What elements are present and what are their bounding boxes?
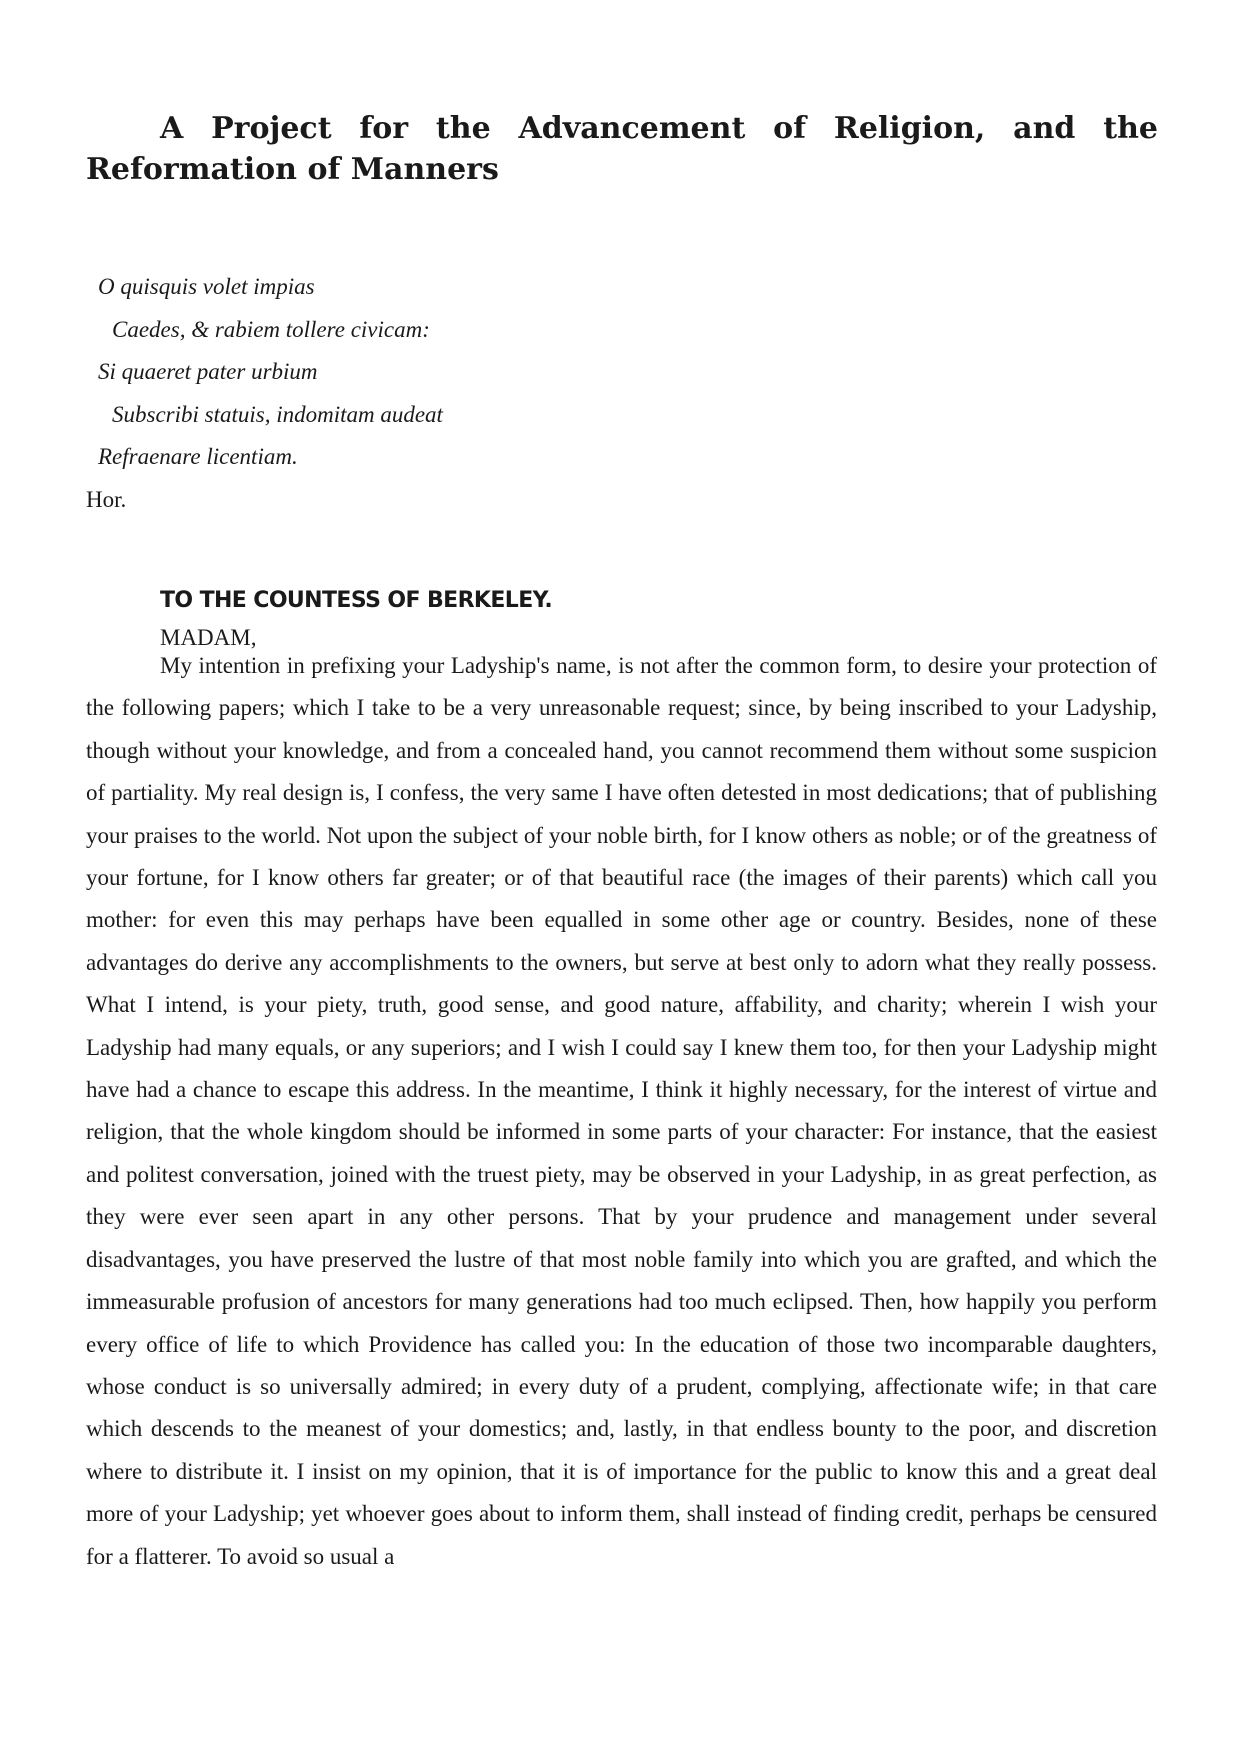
epigraph-line: Caedes, & rabiem tollere civicam: (112, 316, 430, 342)
salutation: MADAM, (160, 625, 257, 650)
epigraph-line: Refraenare licentiam. (98, 444, 298, 469)
dedication-body: My intention in prefixing your Ladyship's name, is not after the common form, to desire your protection of the following papers; which I take to be a very unreasonable request; since, by being inscribed to your Ladyship, though without your knowledge, and from a concealed hand, you cannot recommend them without some suspicion of partiality. My real design is, I confess, the very same I have often detested in most dedications; that of publishing your praises to the world. Not upon the subject of your noble birth, for I know others as noble; or of the greatness of your fortune, for I know others far greater; or of that beautiful race (the images of their parents) which call you mother: for even this may perhaps have been equalled in some other age or country. Besides, none of these advantages do derive any accomplishments to the owners, but serve at best only to adorn what they really possess. What I intend, is your piety, truth, good sense, and good nature, affability, and charity; wherein I wish your Ladyship had many equals, or any superiors; and I wish I could say I knew them too, for then your Ladyship might have had a chance to escape this address. In the meantime, I think it highly necessary, for the interest of virtue and religion, that the whole kingdom should be informed in some parts of your character: For instance, that the easiest and politest conversation, joined with the truest piety, may be observed in your Ladyship, in as great perfection, as they were ever seen apart in any other persons. That by your prudence and management under several disadvantages, you have preserved the lustre of that most noble family into which you are grafted, and which the immeasurable profusion of ancestors for many generations had too much eclipsed. Then, how happily you perform every office of life to which Providence has called you: In the education of those two incomparable daughters, whose conduct is so universally admired; in every duty of a prudent, complying, affectionate wife; in that care which descends to the meanest of your domestics; and, lastly, in that endless bounty to the poor, and discretion where to distribute it. I insist on my opinion, that it is of importance for the public to know this and a great deal more of your Ladyship; yet whoever goes about to inform them, shall instead of finding credit, perhaps be censured for a flatterer. To avoid so usual a (86, 653, 1157, 1569)
dedication-heading: TO THE COUNTESS OF BERKELEY. (160, 588, 553, 613)
epigraph-line: Si quaeret pater urbium (98, 359, 318, 384)
document-title: A Project for the Advancement of Religion, and the Reformation of Manners (86, 111, 1158, 187)
epigraph (98, 266, 443, 479)
epigraph-line: Subscribi statuis, indomitam audeat (112, 401, 443, 427)
epigraph-attribution: Hor. (86, 487, 127, 512)
epigraph-line: O quisquis volet impias (98, 274, 315, 299)
